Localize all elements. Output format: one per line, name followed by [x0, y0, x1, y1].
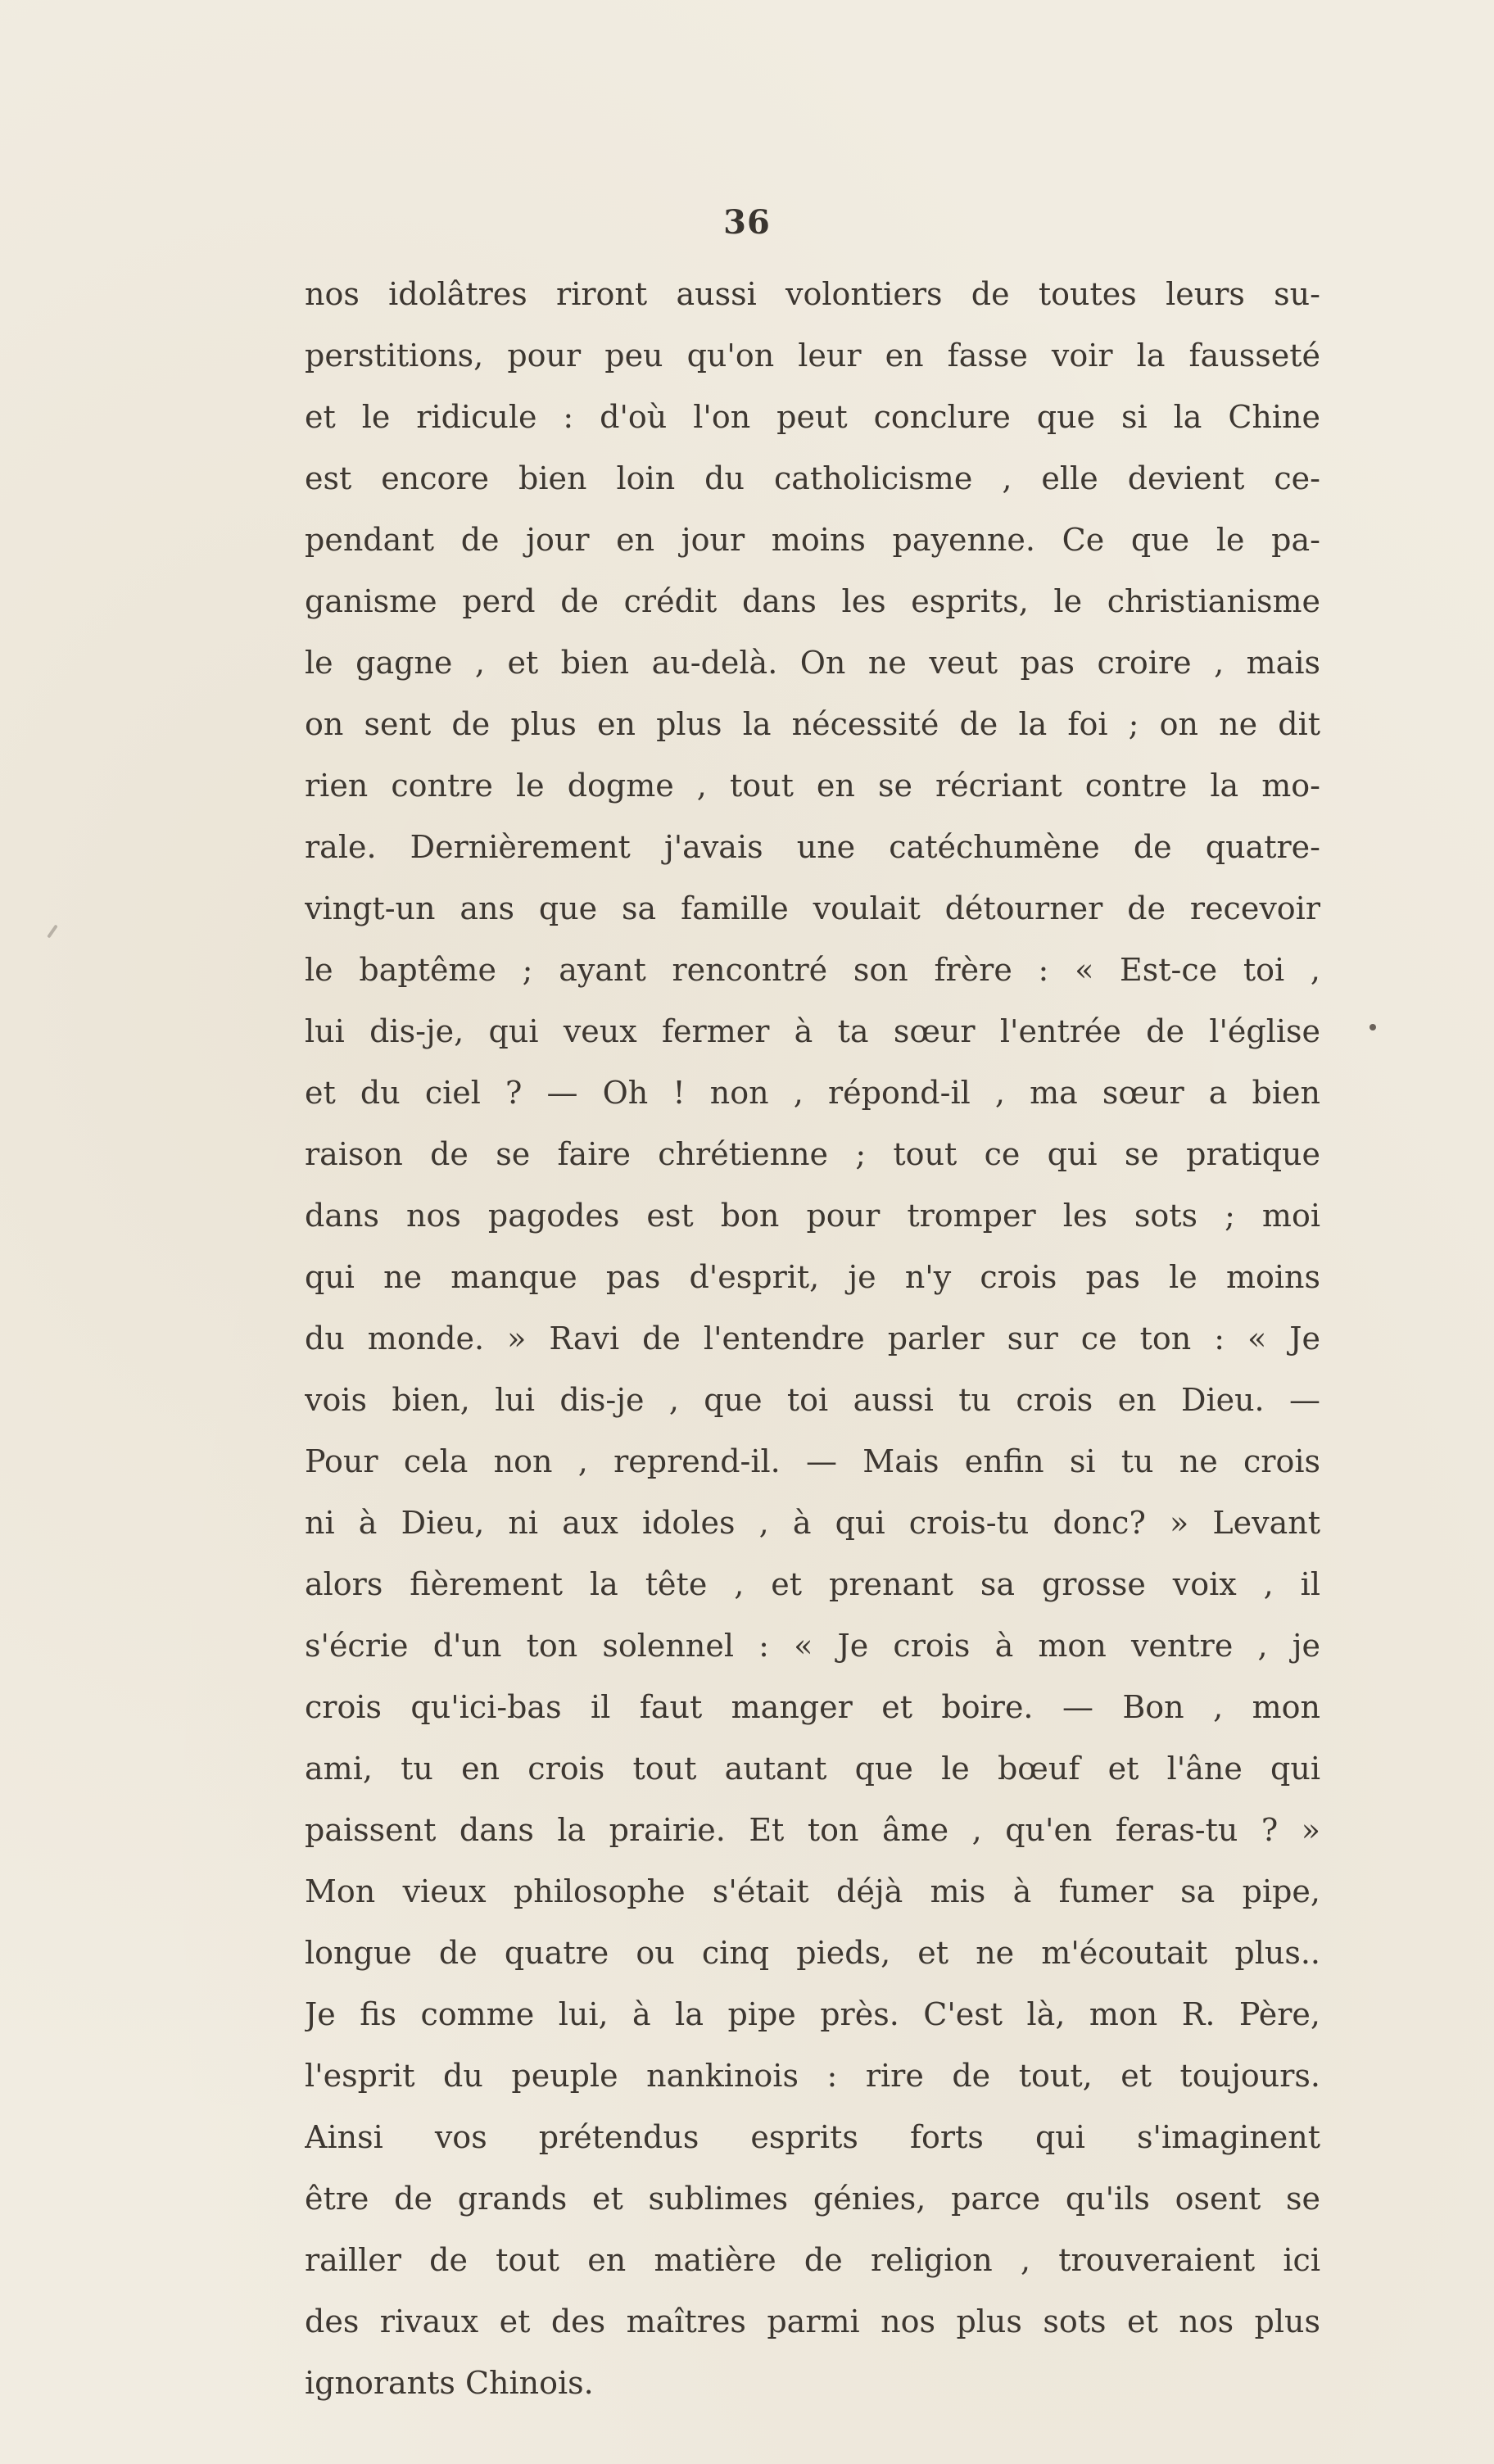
text-line: est encore bien loin du catholicisme , elle devient ce-	[305, 460, 1320, 496]
text-line: l'esprit du peuple nankinois : rire de tout, et toujours.	[305, 2058, 1320, 2094]
text-line: ni à Dieu, ni aux idoles , à qui crois-tu donc? » Levant	[305, 1505, 1320, 1541]
page-number: 36	[723, 203, 771, 242]
text-line: longue de quatre ou cinq pieds, et ne m'écoutait plus..	[305, 1935, 1320, 1971]
text-line: alors fièrement la tête , et prenant sa grosse voix , il	[305, 1566, 1320, 1602]
text-line: vois bien, lui dis-je , que toi aussi tu crois en Dieu. —	[305, 1382, 1320, 1418]
text-line: nos idolâtres riront aussi volontiers de toutes leurs su-	[305, 276, 1320, 312]
text-line: paissent dans la prairie. Et ton âme , qu'en feras-tu ? »	[305, 1812, 1320, 1848]
text-line: ganisme perd de crédit dans les esprits, le christianisme	[305, 583, 1320, 619]
text-line: qui ne manque pas d'esprit, je n'y crois pas le moins	[305, 1259, 1320, 1295]
text-line: perstitions, pour peu qu'on leur en fasse voir la fausseté	[305, 337, 1320, 374]
text-line-last: ignorants Chinois.	[305, 2365, 594, 2401]
text-line: le baptême ; ayant rencontré son frère : « Est-ce toi ,	[305, 952, 1320, 988]
text-line: du monde. » Ravi de l'entendre parler sur ce ton : « Je	[305, 1320, 1320, 1357]
ink-speck	[1370, 1024, 1376, 1030]
text-line: Ainsi vos prétendus esprits forts qui s'imaginent	[305, 2119, 1320, 2155]
text-line: Je fis comme lui, à la pipe près. C'est là, mon R. Père,	[305, 1996, 1320, 2032]
text-line: raison de se faire chrétienne ; tout ce qui se pratique	[305, 1136, 1320, 1172]
text-line: rale. Dernièrement j'avais une catéchumène de quatre-	[305, 829, 1320, 865]
ink-speck	[47, 924, 58, 938]
text-line: Pour cela non , reprend-il. — Mais enfin si tu ne crois	[305, 1443, 1320, 1479]
text-line: pendant de jour en jour moins payenne. Ce que le pa-	[305, 522, 1320, 558]
text-line: dans nos pagodes est bon pour tromper les sots ; moi	[305, 1198, 1320, 1234]
text-line: et du ciel ? — Oh ! non , répond-il , ma sœur a bien	[305, 1075, 1320, 1111]
text-line: et le ridicule : d'où l'on peut conclure que si la Chine	[305, 399, 1320, 435]
text-line: on sent de plus en plus la nécessité de la foi ; on ne dit	[305, 706, 1320, 742]
text-line: s'écrie d'un ton solennel : « Je crois à mon ventre , je	[305, 1628, 1320, 1664]
text-line: Mon vieux philosophe s'était déjà mis à fumer sa pipe,	[305, 1873, 1320, 1909]
text-line: crois qu'ici-bas il faut manger et boire. — Bon , mon	[305, 1689, 1320, 1725]
text-line: être de grands et sublimes génies, parce qu'ils osent se	[305, 2181, 1320, 2217]
text-line: vingt-un ans que sa famille voulait détourner de recevoir	[305, 890, 1320, 926]
text-line: rien contre le dogme , tout en se récriant contre la mo-	[305, 768, 1320, 804]
text-line: lui dis-je, qui veux fermer à ta sœur l'entrée de l'église	[305, 1013, 1320, 1049]
text-line: le gagne , et bien au-delà. On ne veut pas croire , mais	[305, 645, 1320, 681]
body-text	[305, 264, 1320, 2414]
text-line: des rivaux et des maîtres parmi nos plus sots et nos plus	[305, 2303, 1320, 2339]
text-line: railler de tout en matière de religion , trouveraient ici	[305, 2242, 1320, 2278]
text-line: ami, tu en crois tout autant que le bœuf et l'âne qui	[305, 1751, 1320, 1787]
